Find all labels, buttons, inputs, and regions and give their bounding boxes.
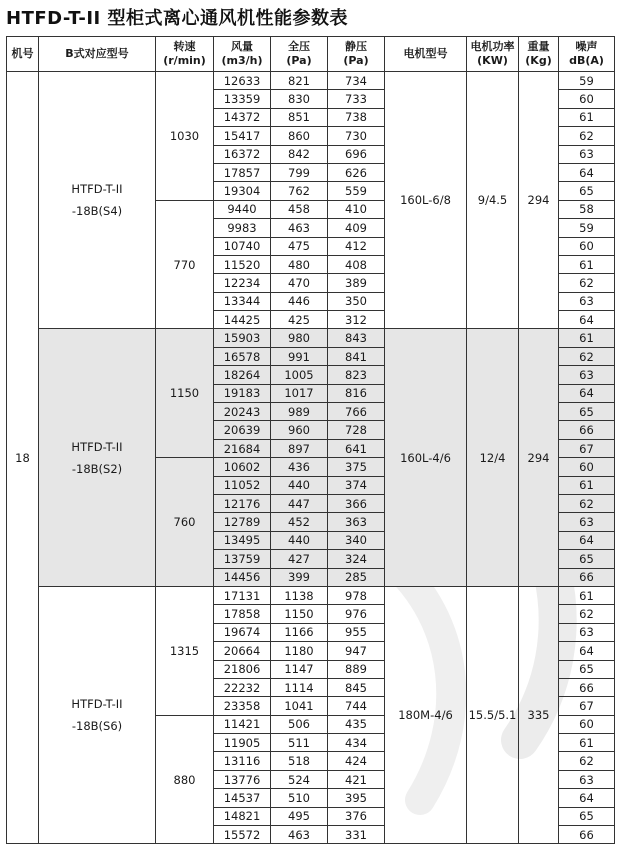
total-pressure-cell: 447	[271, 494, 328, 512]
static-pressure-cell: 738	[328, 108, 385, 126]
header-machine-no	[7, 37, 39, 72]
flow-cell: 20664	[214, 642, 271, 660]
flow-cell: 10602	[214, 458, 271, 476]
total-pressure-cell: 851	[271, 108, 328, 126]
noise-cell: 62	[559, 494, 615, 512]
total-pressure-cell: 799	[271, 163, 328, 181]
static-pressure-cell: 375	[328, 458, 385, 476]
power-cell: 9/4.5	[467, 72, 519, 329]
total-pressure-cell: 399	[271, 568, 328, 586]
total-pressure-cell: 1150	[271, 605, 328, 623]
flow-cell: 12633	[214, 72, 271, 90]
header-speed-label: 转速	[173, 40, 196, 53]
table-row	[7, 329, 615, 347]
weight-cell: 294	[519, 72, 559, 329]
speed-cell: 760	[156, 458, 214, 587]
static-pressure-cell: 366	[328, 494, 385, 512]
header-flow-label: 风量	[231, 40, 253, 53]
static-pressure-cell: 331	[328, 826, 385, 844]
total-pressure-cell: 830	[271, 90, 328, 108]
flow-cell: 19183	[214, 384, 271, 402]
noise-cell: 60	[559, 90, 615, 108]
noise-cell: 64	[559, 642, 615, 660]
static-pressure-cell: 955	[328, 623, 385, 641]
static-pressure-cell: 823	[328, 366, 385, 384]
noise-cell: 64	[559, 163, 615, 181]
flow-cell: 14425	[214, 311, 271, 329]
total-pressure-cell: 980	[271, 329, 328, 347]
flow-cell: 14372	[214, 108, 271, 126]
total-pressure-cell: 842	[271, 145, 328, 163]
flow-cell: 21806	[214, 660, 271, 678]
noise-cell: 61	[559, 734, 615, 752]
static-pressure-cell: 340	[328, 531, 385, 549]
header-total-pressure-unit: (Pa)	[286, 54, 312, 67]
model-cell	[39, 329, 156, 586]
noise-cell: 59	[559, 72, 615, 90]
flow-cell: 19674	[214, 623, 271, 641]
total-pressure-cell: 1180	[271, 642, 328, 660]
model-variant: -18B(S2)	[71, 461, 123, 476]
flow-cell: 14821	[214, 807, 271, 825]
flow-cell: 15417	[214, 127, 271, 145]
noise-cell: 63	[559, 770, 615, 788]
header-total-pressure	[271, 37, 328, 72]
noise-cell: 63	[559, 513, 615, 531]
static-pressure-cell: 435	[328, 715, 385, 733]
performance-table	[6, 36, 615, 844]
static-pressure-cell: 733	[328, 90, 385, 108]
flow-cell: 21684	[214, 439, 271, 457]
header-power-unit: (KW)	[477, 54, 508, 67]
flow-cell: 15572	[214, 826, 271, 844]
total-pressure-cell: 463	[271, 826, 328, 844]
speed-cell: 1030	[156, 72, 214, 201]
flow-cell: 13359	[214, 90, 271, 108]
flow-cell: 11905	[214, 734, 271, 752]
flow-cell: 18264	[214, 366, 271, 384]
noise-cell: 61	[559, 255, 615, 273]
static-pressure-cell: 363	[328, 513, 385, 531]
static-pressure-cell: 324	[328, 550, 385, 568]
flow-cell: 13776	[214, 770, 271, 788]
static-pressure-cell: 728	[328, 421, 385, 439]
header-row	[7, 37, 615, 72]
header-motor-label: 电机型号	[403, 47, 448, 60]
flow-cell: 11520	[214, 255, 271, 273]
noise-cell: 66	[559, 826, 615, 844]
noise-cell: 65	[559, 660, 615, 678]
total-pressure-cell: 1138	[271, 586, 328, 604]
static-pressure-cell: 376	[328, 807, 385, 825]
static-pressure-cell: 841	[328, 347, 385, 365]
flow-cell: 19304	[214, 182, 271, 200]
static-pressure-cell: 350	[328, 292, 385, 310]
header-weight-label: 重量	[527, 40, 550, 53]
header-motor	[385, 37, 467, 72]
table-body	[7, 72, 615, 844]
header-flow-unit: (m3/h)	[221, 54, 263, 67]
flow-cell: 16372	[214, 145, 271, 163]
static-pressure-cell: 816	[328, 384, 385, 402]
flow-cell: 9440	[214, 200, 271, 218]
flow-cell: 12234	[214, 274, 271, 292]
header-model	[39, 37, 156, 72]
header-weight-unit: (Kg)	[525, 54, 552, 67]
power-cell: 12/4	[467, 329, 519, 586]
static-pressure-cell: 976	[328, 605, 385, 623]
motor-cell: 160L-6/8	[385, 72, 467, 329]
noise-cell: 64	[559, 311, 615, 329]
static-pressure-cell: 843	[328, 329, 385, 347]
total-pressure-cell: 446	[271, 292, 328, 310]
total-pressure-cell: 960	[271, 421, 328, 439]
noise-cell: 58	[559, 200, 615, 218]
noise-cell: 63	[559, 623, 615, 641]
total-pressure-cell: 989	[271, 403, 328, 421]
flow-cell: 11421	[214, 715, 271, 733]
noise-cell: 62	[559, 605, 615, 623]
noise-cell: 61	[559, 108, 615, 126]
static-pressure-cell: 744	[328, 697, 385, 715]
noise-cell: 60	[559, 237, 615, 255]
static-pressure-cell: 408	[328, 255, 385, 273]
table-row	[7, 586, 615, 604]
total-pressure-cell: 821	[271, 72, 328, 90]
flow-cell: 14537	[214, 789, 271, 807]
header-static-pressure-unit: (Pa)	[343, 54, 369, 67]
static-pressure-cell: 424	[328, 752, 385, 770]
flow-cell: 15903	[214, 329, 271, 347]
table-row	[7, 72, 615, 90]
total-pressure-cell: 1147	[271, 660, 328, 678]
flow-cell: 13495	[214, 531, 271, 549]
header-static-pressure	[328, 37, 385, 72]
model-variant: -18B(S6)	[71, 719, 123, 734]
total-pressure-cell: 452	[271, 513, 328, 531]
flow-cell: 20243	[214, 403, 271, 421]
speed-cell: 880	[156, 715, 214, 844]
table-header	[7, 37, 615, 72]
model-cell	[39, 72, 156, 329]
total-pressure-cell: 440	[271, 531, 328, 549]
noise-cell: 61	[559, 476, 615, 494]
total-pressure-cell: 518	[271, 752, 328, 770]
flow-cell: 17857	[214, 163, 271, 181]
flow-cell: 9983	[214, 219, 271, 237]
total-pressure-cell: 480	[271, 255, 328, 273]
total-pressure-cell: 458	[271, 200, 328, 218]
flow-cell: 14456	[214, 568, 271, 586]
static-pressure-cell: 559	[328, 182, 385, 200]
flow-cell: 12176	[214, 494, 271, 512]
total-pressure-cell: 1017	[271, 384, 328, 402]
model-variant: -18B(S4)	[71, 204, 123, 219]
speed-cell: 1315	[156, 586, 214, 715]
header-power-label: 电机功率	[470, 40, 515, 53]
noise-cell: 65	[559, 550, 615, 568]
static-pressure-cell: 421	[328, 770, 385, 788]
total-pressure-cell: 1114	[271, 678, 328, 696]
header-total-pressure-label: 全压	[288, 40, 310, 53]
noise-cell: 64	[559, 384, 615, 402]
noise-cell: 60	[559, 458, 615, 476]
header-model-label: B式对应型号	[65, 47, 129, 60]
total-pressure-cell: 860	[271, 127, 328, 145]
static-pressure-cell: 412	[328, 237, 385, 255]
total-pressure-cell: 524	[271, 770, 328, 788]
noise-cell: 60	[559, 715, 615, 733]
flow-cell: 16578	[214, 347, 271, 365]
noise-cell: 66	[559, 568, 615, 586]
header-weight	[519, 37, 559, 72]
flow-cell: 22232	[214, 678, 271, 696]
noise-cell: 63	[559, 145, 615, 163]
flow-cell: 10740	[214, 237, 271, 255]
static-pressure-cell: 374	[328, 476, 385, 494]
header-static-pressure-label: 静压	[345, 40, 367, 53]
noise-cell: 61	[559, 586, 615, 604]
flow-cell: 13759	[214, 550, 271, 568]
static-pressure-cell: 389	[328, 274, 385, 292]
flow-cell: 12789	[214, 513, 271, 531]
header-power	[467, 37, 519, 72]
static-pressure-cell: 730	[328, 127, 385, 145]
flow-cell: 17131	[214, 586, 271, 604]
total-pressure-cell: 510	[271, 789, 328, 807]
noise-cell: 64	[559, 789, 615, 807]
speed-cell: 1150	[156, 329, 214, 458]
total-pressure-cell: 1166	[271, 623, 328, 641]
total-pressure-cell: 991	[271, 347, 328, 365]
header-speed-unit: (r/min)	[163, 54, 206, 67]
noise-cell: 66	[559, 678, 615, 696]
model-name: HTFD-T-II	[71, 182, 123, 197]
header-noise-unit: dB(A)	[569, 54, 604, 67]
header-noise-label: 噪声	[575, 40, 598, 53]
total-pressure-cell: 475	[271, 237, 328, 255]
static-pressure-cell: 285	[328, 568, 385, 586]
machine-no-cell: 18	[7, 72, 39, 844]
flow-cell: 20639	[214, 421, 271, 439]
static-pressure-cell: 889	[328, 660, 385, 678]
noise-cell: 62	[559, 752, 615, 770]
total-pressure-cell: 470	[271, 274, 328, 292]
total-pressure-cell: 1041	[271, 697, 328, 715]
total-pressure-cell: 427	[271, 550, 328, 568]
total-pressure-cell: 897	[271, 439, 328, 457]
noise-cell: 64	[559, 531, 615, 549]
total-pressure-cell: 463	[271, 219, 328, 237]
noise-cell: 63	[559, 292, 615, 310]
noise-cell: 67	[559, 697, 615, 715]
header-speed	[156, 37, 214, 72]
speed-cell: 770	[156, 200, 214, 329]
total-pressure-cell: 425	[271, 311, 328, 329]
weight-cell: 294	[519, 329, 559, 586]
noise-cell: 65	[559, 182, 615, 200]
model-cell	[39, 586, 156, 843]
weight-cell: 335	[519, 586, 559, 843]
noise-cell: 65	[559, 403, 615, 421]
flow-cell: 17858	[214, 605, 271, 623]
noise-cell: 63	[559, 366, 615, 384]
static-pressure-cell: 312	[328, 311, 385, 329]
model-name: HTFD-T-II	[71, 439, 123, 454]
flow-cell: 13116	[214, 752, 271, 770]
header-noise	[559, 37, 615, 72]
page-title: HTFD-T-II 型柜式离心通风机性能参数表	[6, 8, 349, 29]
noise-cell: 66	[559, 421, 615, 439]
power-cell: 15.5/5.1	[467, 586, 519, 843]
total-pressure-cell: 506	[271, 715, 328, 733]
total-pressure-cell: 762	[271, 182, 328, 200]
noise-cell: 61	[559, 329, 615, 347]
static-pressure-cell: 641	[328, 439, 385, 457]
static-pressure-cell: 409	[328, 219, 385, 237]
total-pressure-cell: 440	[271, 476, 328, 494]
static-pressure-cell: 947	[328, 642, 385, 660]
static-pressure-cell: 626	[328, 163, 385, 181]
noise-cell: 62	[559, 347, 615, 365]
static-pressure-cell: 395	[328, 789, 385, 807]
model-name: HTFD-T-II	[71, 697, 123, 712]
noise-cell: 67	[559, 439, 615, 457]
total-pressure-cell: 436	[271, 458, 328, 476]
noise-cell: 62	[559, 127, 615, 145]
header-flow	[214, 37, 271, 72]
flow-cell: 13344	[214, 292, 271, 310]
motor-cell: 160L-4/6	[385, 329, 467, 586]
total-pressure-cell: 511	[271, 734, 328, 752]
static-pressure-cell: 734	[328, 72, 385, 90]
noise-cell: 62	[559, 274, 615, 292]
total-pressure-cell: 1005	[271, 366, 328, 384]
static-pressure-cell: 766	[328, 403, 385, 421]
flow-cell: 23358	[214, 697, 271, 715]
noise-cell: 59	[559, 219, 615, 237]
noise-cell: 65	[559, 807, 615, 825]
static-pressure-cell: 696	[328, 145, 385, 163]
static-pressure-cell: 845	[328, 678, 385, 696]
total-pressure-cell: 495	[271, 807, 328, 825]
static-pressure-cell: 410	[328, 200, 385, 218]
flow-cell: 11052	[214, 476, 271, 494]
header-machine-no-label: 机号	[11, 47, 34, 60]
motor-cell: 180M-4/6	[385, 586, 467, 843]
static-pressure-cell: 434	[328, 734, 385, 752]
static-pressure-cell: 978	[328, 586, 385, 604]
